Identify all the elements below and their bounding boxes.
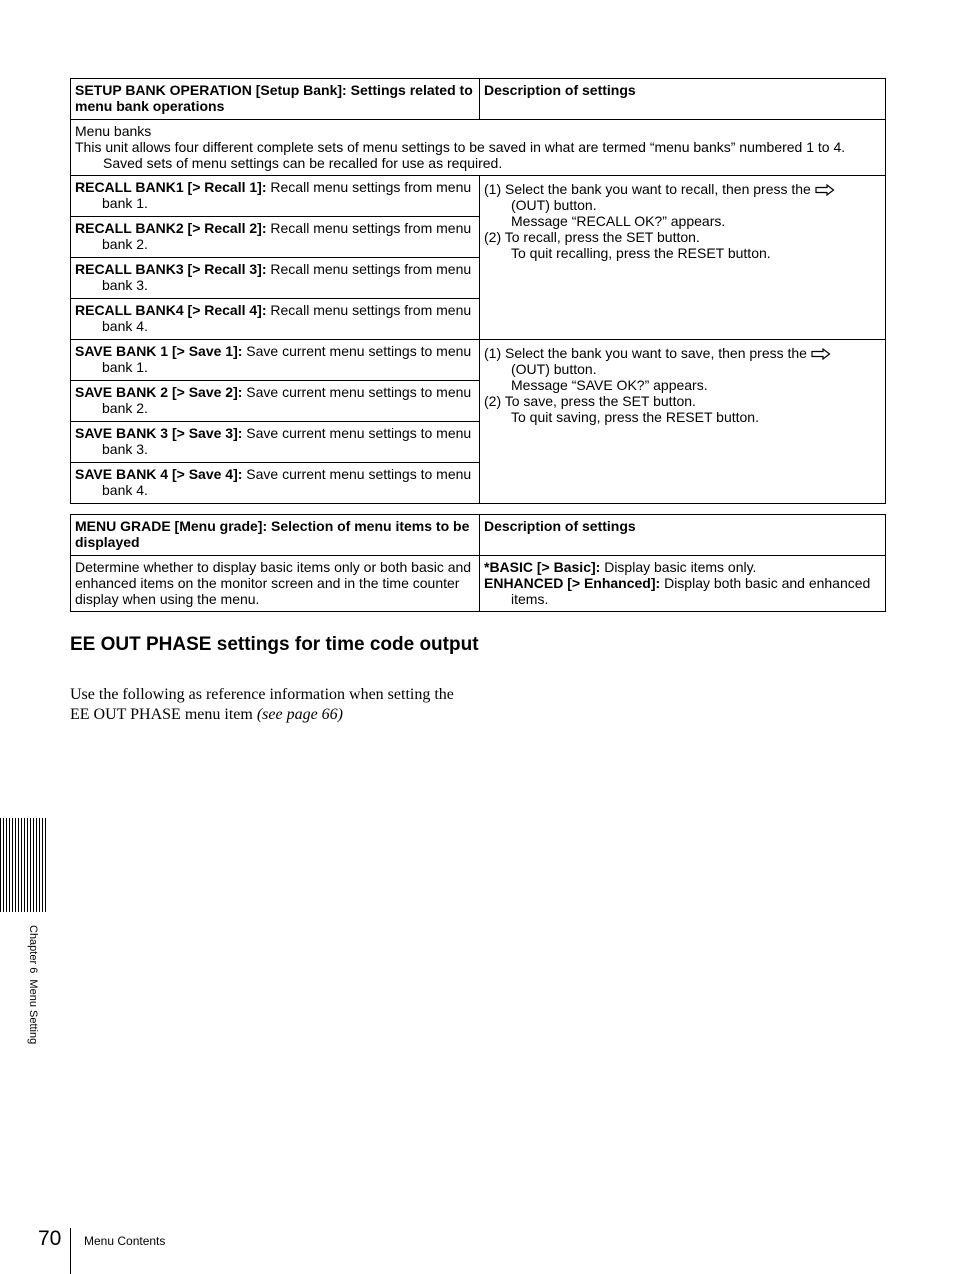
save-bank3-cell bbox=[71, 422, 480, 463]
setup-bank-table bbox=[70, 78, 886, 504]
save-message: Message “SAVE OK?” appears. bbox=[511, 377, 708, 393]
menu-banks-intro bbox=[71, 120, 886, 176]
save-bank2-cell bbox=[71, 381, 480, 422]
save-step1-cont: (OUT) button. bbox=[511, 361, 597, 377]
footer-divider bbox=[70, 1228, 71, 1274]
save-bank1-cell bbox=[71, 340, 480, 381]
recall-bank4-text: Recall menu settings from menu bank 4. bbox=[102, 302, 472, 334]
recall-bank3-label: RECALL BANK3 [> Recall 3]: bbox=[75, 261, 267, 277]
recall-step2: (2) To recall, press the SET button. bbox=[484, 229, 700, 245]
enhanced-option-text: Display both basic and enhanced items. bbox=[511, 575, 871, 607]
save-bank4-cell bbox=[71, 463, 480, 504]
setup-bank-header: SETUP BANK OPERATION [Setup Bank]: Settings related to menu bank operations bbox=[71, 79, 480, 120]
right-arrow-icon bbox=[815, 181, 837, 197]
chapter-tab-stripes bbox=[0, 818, 47, 912]
page-reference-link[interactable]: (see page 66) bbox=[256, 706, 343, 723]
recall-bank2-label: RECALL BANK2 [> Recall 2]: bbox=[75, 220, 267, 236]
recall-bank3-text: Recall menu settings from menu bank 3. bbox=[102, 261, 472, 293]
save-bank3-text: Save current menu settings to menu bank 3. bbox=[102, 425, 472, 457]
save-bank1-text: Save current menu settings to menu bank 1. bbox=[102, 343, 472, 375]
menu-grade-header: MENU GRADE [Menu grade]: Selection of menu items to be displayed bbox=[71, 515, 480, 556]
description-header: Description of settings bbox=[480, 79, 886, 120]
recall-step1: (1) Select the bank you want to recall, then press the bbox=[484, 181, 811, 197]
save-step2: (2) To save, press the SET button. bbox=[484, 393, 696, 409]
footer-section-label: Menu Contents bbox=[84, 1234, 166, 1248]
recall-description bbox=[480, 176, 886, 340]
right-arrow-icon bbox=[811, 345, 833, 361]
save-bank2-label: SAVE BANK 2 [> Save 2]: bbox=[75, 384, 243, 400]
menu-grade-options bbox=[480, 556, 886, 612]
basic-option-text: Display basic items only. bbox=[600, 559, 757, 575]
save-bank4-label: SAVE BANK 4 [> Save 4]: bbox=[75, 466, 243, 482]
recall-message: Message “RECALL OK?” appears. bbox=[511, 213, 726, 229]
recall-bank4-label: RECALL BANK4 [> Recall 4]: bbox=[75, 302, 267, 318]
recall-bank1-text: Recall menu settings from menu bank 1. bbox=[102, 179, 472, 211]
page-number: 70 bbox=[38, 1227, 62, 1250]
menu-grade-description: Determine whether to display basic items only or both basic and enhanced items on the monitor screen and in the time counter display when using the menu. bbox=[71, 556, 480, 612]
chapter-label: Chapter 6 Menu Setting bbox=[27, 925, 39, 1045]
recall-bank2-cell bbox=[71, 217, 480, 258]
recall-bank1-label: RECALL BANK1 [> Recall 1]: bbox=[75, 179, 267, 195]
section-paragraph-text: Use the following as reference information when setting the EE OUT PHASE menu item bbox=[70, 686, 454, 723]
menu-banks-line1: This unit allows four different complete sets of menu settings to be saved in what are termed “menu banks” numbered 1 to 4. bbox=[75, 139, 846, 155]
description-header: Description of settings bbox=[480, 515, 886, 556]
menu-grade-table bbox=[70, 514, 886, 612]
recall-step2-cont: To quit recalling, press the RESET button. bbox=[511, 245, 771, 261]
save-description bbox=[480, 340, 886, 504]
save-bank3-label: SAVE BANK 3 [> Save 3]: bbox=[75, 425, 243, 441]
save-step2-cont: To quit saving, press the RESET button. bbox=[511, 409, 759, 425]
recall-step1-cont: (OUT) button. bbox=[511, 197, 597, 213]
save-step1: (1) Select the bank you want to save, then press the bbox=[484, 345, 807, 361]
menu-banks-line2: Saved sets of menu settings can be recalled for use as required. bbox=[103, 155, 503, 171]
basic-option-label: *BASIC [> Basic]: bbox=[484, 559, 601, 575]
recall-bank3-cell bbox=[71, 258, 480, 299]
section-heading: EE OUT PHASE settings for time code output bbox=[70, 634, 479, 655]
menu-banks-title: Menu banks bbox=[75, 123, 152, 139]
recall-bank1-cell bbox=[71, 176, 480, 217]
section-paragraph bbox=[70, 685, 470, 725]
save-bank2-text: Save current menu settings to menu bank 2. bbox=[102, 384, 472, 416]
save-bank1-label: SAVE BANK 1 [> Save 1]: bbox=[75, 343, 243, 359]
enhanced-option-label: ENHANCED [> Enhanced]: bbox=[484, 575, 661, 591]
recall-bank4-cell bbox=[71, 299, 480, 340]
recall-bank2-text: Recall menu settings from menu bank 2. bbox=[102, 220, 472, 252]
save-bank4-text: Save current menu settings to menu bank 4. bbox=[102, 466, 472, 498]
